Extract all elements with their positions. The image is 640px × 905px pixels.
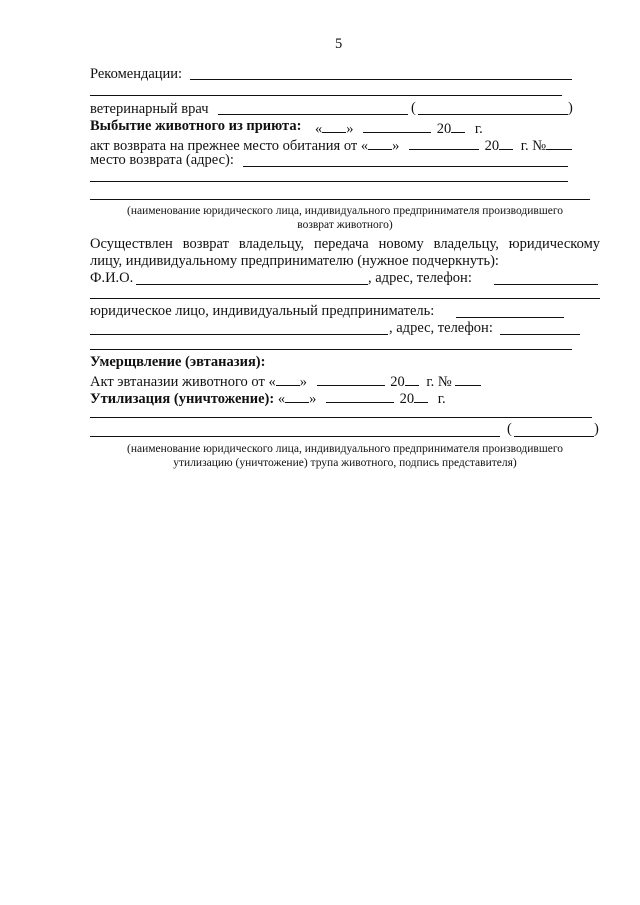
departure-day-blank xyxy=(322,118,346,133)
return-place-label: место возврата (адрес): xyxy=(90,152,234,168)
caption-return-entity-line-2: возврат животного) xyxy=(297,219,393,231)
signature-close-paren: ) xyxy=(594,421,599,437)
return-act-day-blank xyxy=(368,135,392,150)
fio-label: Ф.И.О. xyxy=(90,270,134,286)
address-phone-label: , адрес, телефон: xyxy=(368,270,472,286)
return-act-label: акт возврата на прежнее место обитания от xyxy=(90,138,358,154)
address-phone-line xyxy=(494,284,598,285)
return-act-date-close: » xyxy=(392,138,400,154)
legal-entity-line xyxy=(456,317,564,318)
euthanasia-year-prefix: 20 xyxy=(390,374,405,390)
signature-name-line xyxy=(514,436,594,437)
euthanasia-heading: Умерщвление (эвтаназия): xyxy=(90,354,266,370)
signature-open-paren: ( xyxy=(507,421,512,437)
euthanasia-month-blank xyxy=(317,371,385,386)
disposal-year-prefix: 20 xyxy=(399,391,415,407)
disposal-day-blank xyxy=(285,388,309,403)
return-act-date-open: « xyxy=(360,138,369,154)
departure-date-open: « xyxy=(315,121,323,137)
caption-return-entity-line-1: (наименование юридического лица, индивидуального предпринимателя производившего xyxy=(127,205,563,217)
return-act-month-blank xyxy=(409,135,479,150)
departure-year-prefix: 20 xyxy=(436,121,452,137)
vet-label: ветеринарный врач xyxy=(90,101,209,117)
euthanasia-year-blank xyxy=(405,371,419,386)
vet-open-paren: ( xyxy=(411,100,416,116)
euthanasia-date-close: » xyxy=(299,374,307,390)
recommendations-line xyxy=(190,79,572,80)
vet-name-line xyxy=(418,114,568,115)
address-phone-line-2 xyxy=(500,334,580,335)
owner-extra-line xyxy=(90,298,600,299)
vet-close-paren: ) xyxy=(568,100,573,116)
departure-month-blank xyxy=(363,118,431,133)
return-entity-line xyxy=(90,199,590,200)
handover-text-line-2: лицу, индивидуальному предпринимателю (нужное подчеркнуть): xyxy=(90,253,499,269)
departure-heading: Выбытие животного из приюта: xyxy=(90,118,302,134)
return-act-year-suffix: г. № xyxy=(520,138,547,154)
handover-text-line-1: Осуществлен возврат владельцу, передача новому владельцу, юридическому xyxy=(90,236,600,252)
departure-year-blank xyxy=(451,118,465,133)
vet-signature-line xyxy=(218,114,408,115)
recommendations-label: Рекомендации: xyxy=(90,66,183,82)
euthanasia-date-open: « xyxy=(268,374,276,390)
legal-entity-extra-line xyxy=(90,349,572,350)
euthanasia-year-suffix: г. № xyxy=(426,374,452,390)
departure-year-suffix: г. xyxy=(474,121,483,137)
return-act-number-blank xyxy=(546,135,572,150)
departure-date-close: » xyxy=(346,121,354,137)
disposal-entity-line xyxy=(90,417,592,418)
return-place-line xyxy=(243,166,568,167)
caption-disposal-entity-line-2: утилизацию (уничтожение) трупа животного, подпись представителя) xyxy=(173,457,517,469)
page-number: 5 xyxy=(335,36,343,52)
euthanasia-number-blank xyxy=(455,371,481,386)
caption-disposal-entity-line-1: (наименование юридического лица, индивидуального предпринимателя производившего xyxy=(127,443,563,455)
disposal-heading: Утилизация (уничтожение): xyxy=(90,391,275,407)
disposal-date-close: » xyxy=(309,391,317,407)
disposal xyxy=(90,388,446,408)
recommendations-line-2 xyxy=(90,95,562,96)
disposal-date-open: « xyxy=(277,391,286,407)
disposal-entity-line-2 xyxy=(90,436,500,437)
legal-entity-label: юридическое лицо, индивидуальный предприниматель: xyxy=(90,303,435,319)
legal-entity-name-line xyxy=(90,334,388,335)
euthanasia-act-label: Акт эвтаназии животного от xyxy=(90,374,265,390)
address-phone-label-2: , адрес, телефон: xyxy=(389,320,493,336)
return-act-year-prefix: 20 xyxy=(484,138,500,154)
disposal-month-blank xyxy=(326,388,394,403)
disposal-year-suffix: г. xyxy=(437,391,446,407)
return-place-line-2 xyxy=(90,181,568,182)
return-act-year-blank xyxy=(499,135,513,150)
disposal-year-blank xyxy=(414,388,428,403)
euthanasia-day-blank xyxy=(276,371,300,386)
fio-line xyxy=(136,284,368,285)
